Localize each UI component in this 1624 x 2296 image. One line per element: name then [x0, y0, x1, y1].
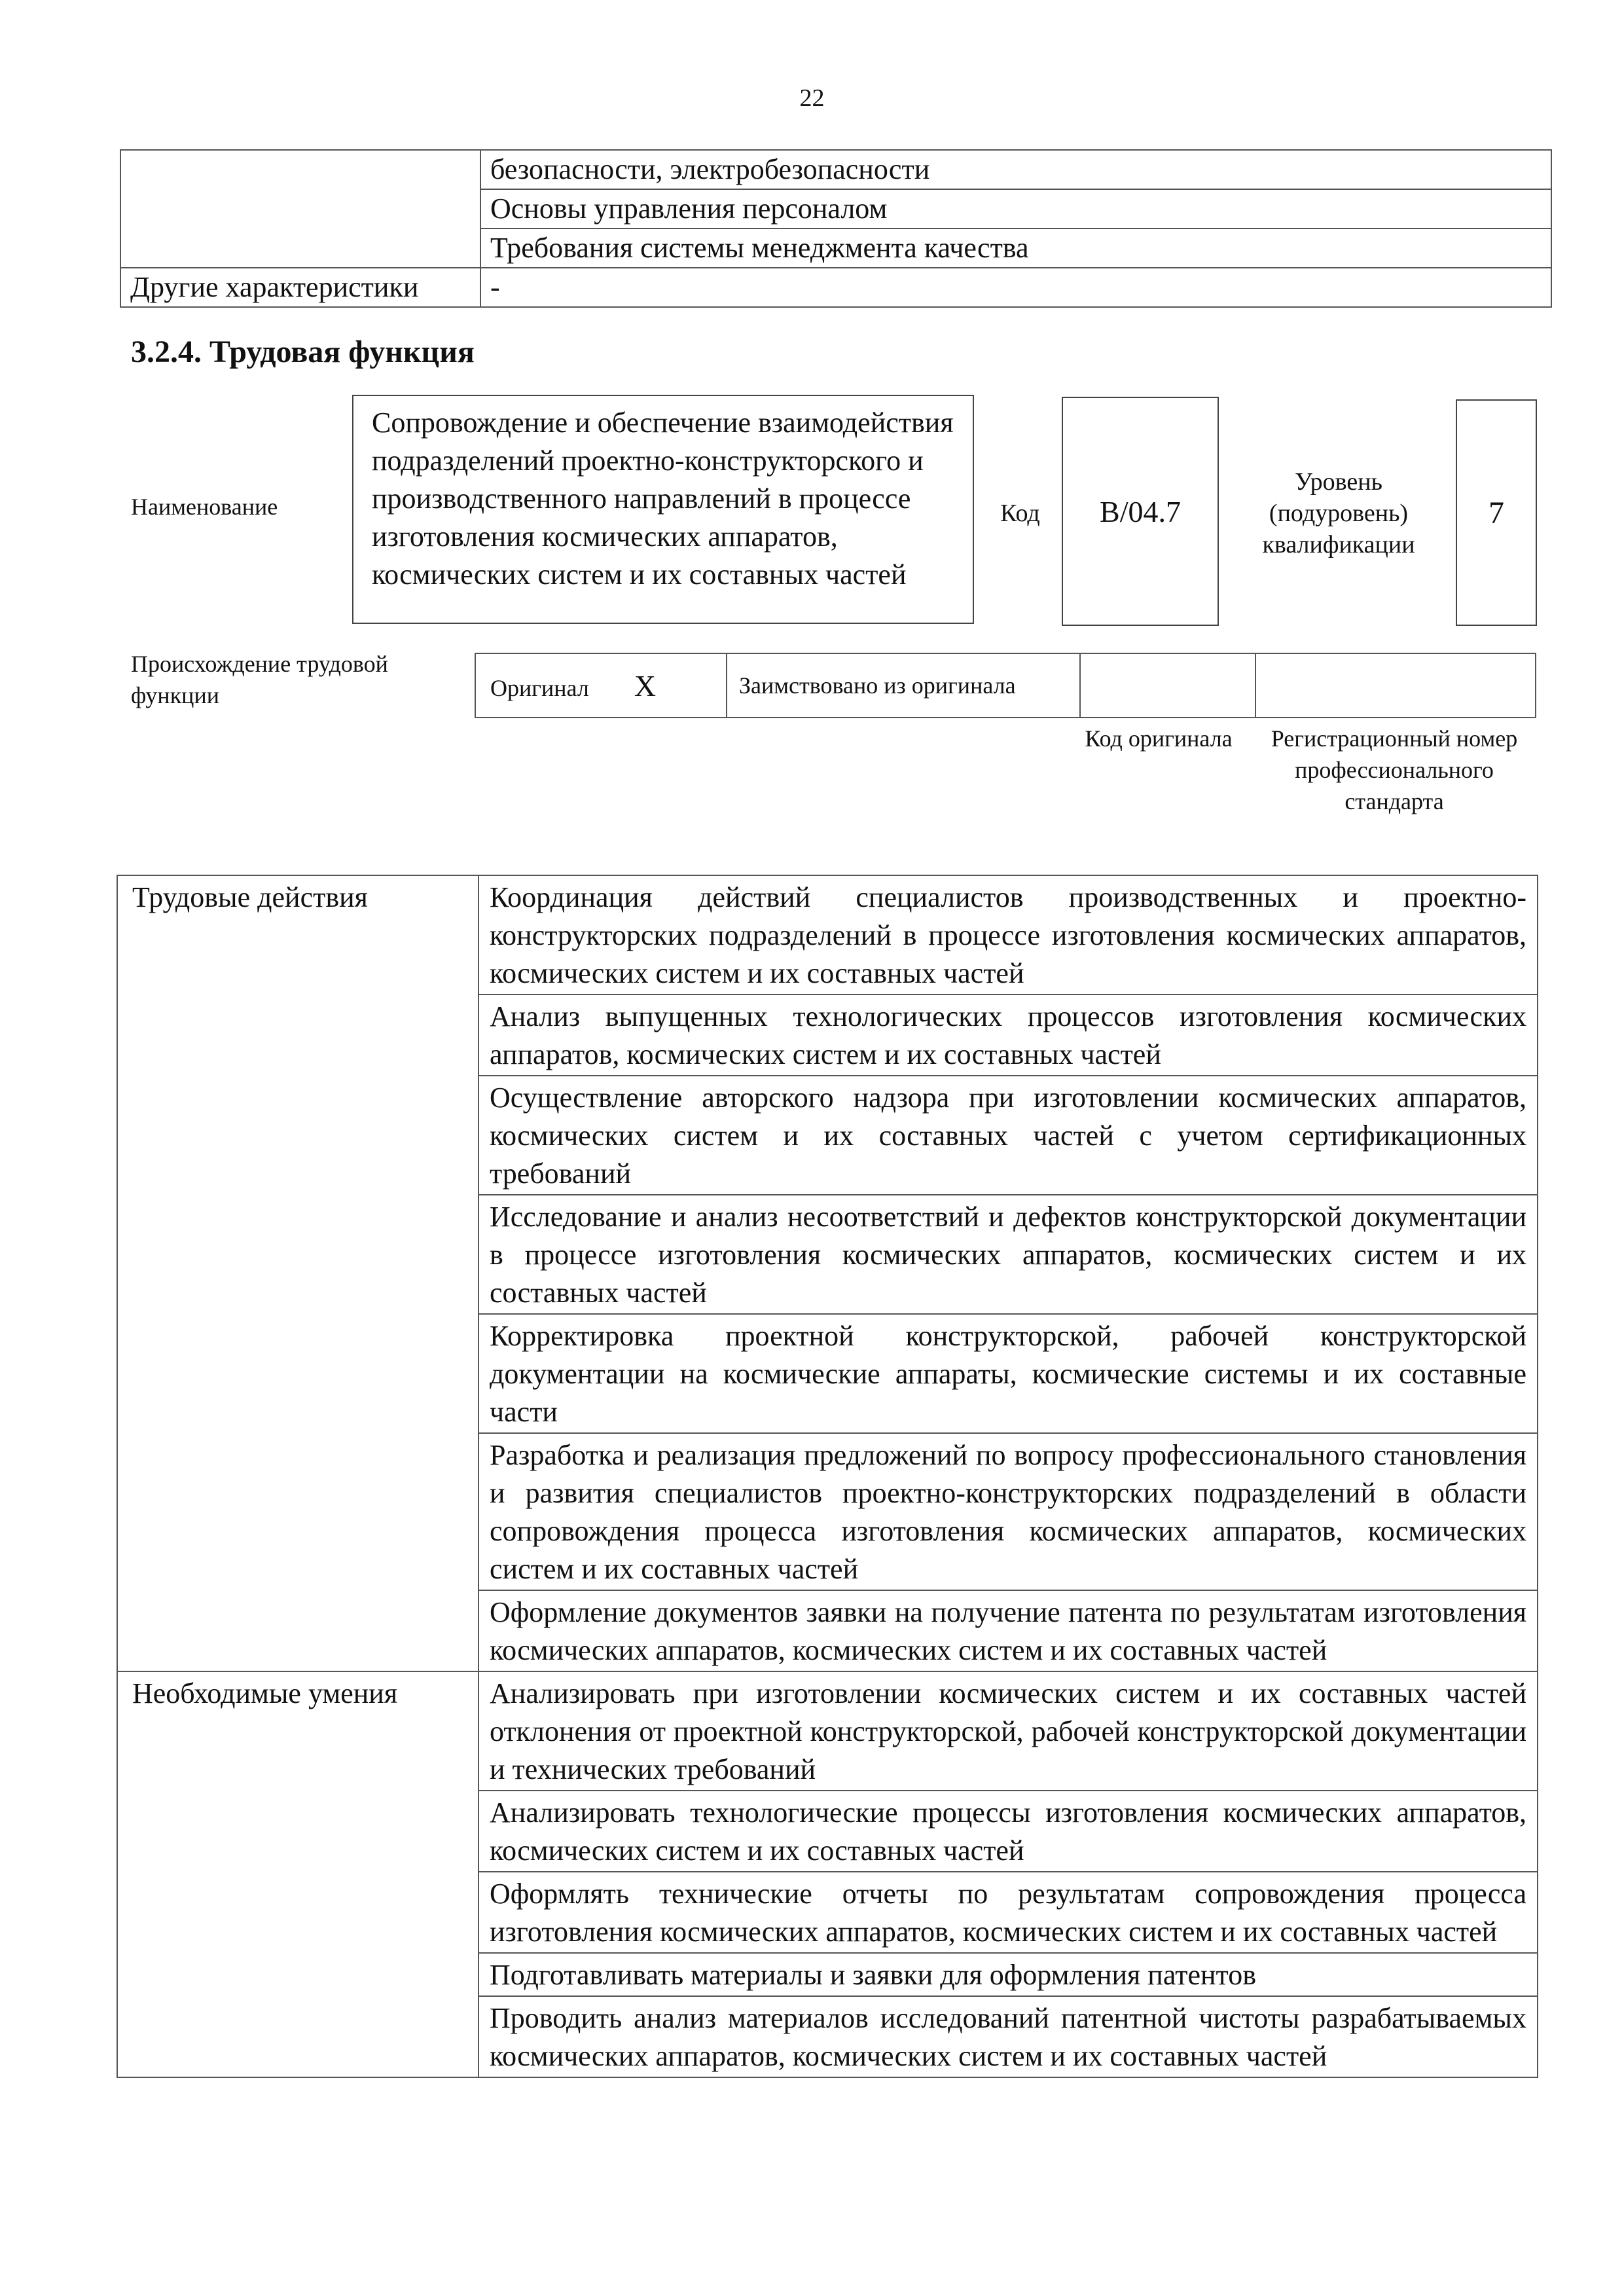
original-code-caption: Код оригинала — [1085, 725, 1233, 752]
knowledge-item: безопасности, электробезопасности — [480, 150, 1551, 189]
skill-item: Анализировать технологические процессы изготовления космических аппаратов, космических систем и их составных частей — [478, 1791, 1538, 1872]
origin-table — [475, 653, 1536, 718]
page-number: 22 — [799, 84, 825, 112]
table-row — [117, 1872, 1538, 1953]
skills-label: Необходимые умения — [117, 1671, 478, 1791]
original-label: Оригинал — [490, 674, 589, 701]
skill-item: Проводить анализ материалов исследований патентной чистоты разрабатываемых космических аппаратов, космических систем и их составных частей — [478, 1996, 1538, 2077]
table-row — [120, 228, 1551, 268]
table-row — [117, 1590, 1538, 1671]
code-value-box — [1062, 397, 1219, 626]
actions-label: Трудовые действия — [117, 875, 478, 994]
qualification-level-label: Уровень (подуровень) квалификации — [1262, 468, 1415, 558]
table-row — [117, 1996, 1538, 2077]
empty-label-cell — [117, 994, 478, 1076]
table-row — [120, 150, 1551, 189]
empty-label-cell — [120, 150, 480, 189]
empty-label-cell — [117, 1195, 478, 1314]
code-value: B/04.7 — [1100, 494, 1181, 528]
table-row — [117, 1433, 1538, 1590]
knowledge-item: Требования системы менеджмента качества — [480, 228, 1551, 268]
code-label: Код — [1000, 500, 1040, 527]
qualification-level-value: 7 — [1489, 495, 1504, 530]
original-cell — [475, 653, 727, 718]
table-row — [475, 653, 1536, 718]
action-item: Осуществление авторского надзора при изготовлении космических аппаратов, космических систем и их составных частей с учетом сертификационных требований — [478, 1076, 1538, 1195]
registration-number-cell — [1255, 653, 1536, 718]
skill-item: Анализировать при изготовлении космических систем и их составных частей отклонения от проектной конструкторской, рабочей конструкторской документации и технических требований — [478, 1671, 1538, 1791]
action-item: Анализ выпущенных технологических процессов изготовления космических аппаратов, космических систем и их составных частей — [478, 994, 1538, 1076]
empty-label-cell — [120, 189, 480, 228]
empty-label-cell — [117, 1314, 478, 1433]
empty-label-cell — [117, 1590, 478, 1671]
qualification-level-box — [1456, 399, 1537, 626]
original-mark: X — [634, 668, 657, 702]
action-item: Оформление документов заявки на получение патента по результатам изготовления космических аппаратов, космических систем и их составных частей — [478, 1590, 1538, 1671]
action-item: Корректировка проектной конструкторской, рабочей конструкторской документации на космические аппараты, космические системы и их составные части — [478, 1314, 1538, 1433]
table-row — [117, 994, 1538, 1076]
empty-label-cell — [117, 1076, 478, 1195]
table-row — [117, 875, 1538, 994]
empty-label-cell — [117, 1996, 478, 2077]
function-name-box: Сопровождение и обеспечение взаимодействия подразделений проектно-конструкторского и производственного направлений в процессе изготовления космических аппаратов, космических систем и их составных частей — [352, 395, 974, 624]
borrowed-cell: Заимствовано из оригинала — [727, 653, 1080, 718]
table-row — [117, 1953, 1538, 1996]
table-row — [117, 1791, 1538, 1872]
empty-label-cell — [117, 1433, 478, 1590]
name-label: Наименование — [131, 494, 278, 520]
table-row — [120, 268, 1551, 307]
function-details-table — [117, 875, 1538, 2078]
other-characteristics-label: Другие характеристики — [120, 268, 480, 307]
other-characteristics-value: - — [480, 268, 1551, 307]
empty-label-cell — [117, 1953, 478, 1996]
action-item: Разработка и реализация предложений по вопросу профессионального становления и развития специалистов проектно-конструкторских подразделений в области сопровождения процесса изготовления космических аппаратов, космических систем и их составных частей — [478, 1433, 1538, 1590]
table-row — [117, 1314, 1538, 1433]
knowledge-item: Основы управления персоналом — [480, 189, 1551, 228]
registration-number-caption: Регистрационный номер профессионального стандарта — [1271, 725, 1518, 814]
table-row — [117, 1671, 1538, 1791]
table-row — [117, 1195, 1538, 1314]
original-code-cell — [1080, 653, 1255, 718]
table-row — [120, 189, 1551, 228]
action-item: Координация действий специалистов производственных и проектно-конструкторских подразделений в процессе изготовления космических аппаратов, космических систем и их составных частей — [478, 875, 1538, 994]
skill-item: Оформлять технические отчеты по результатам сопровождения процесса изготовления космических аппаратов, космических систем и их составных частей — [478, 1872, 1538, 1953]
continuation-table — [120, 149, 1552, 308]
action-item: Исследование и анализ несоответствий и дефектов конструкторской документации в процессе изготовления космических аппаратов, космических систем и их составных частей — [478, 1195, 1538, 1314]
origin-label: Происхождение трудовой функции — [131, 651, 388, 708]
empty-label-cell — [120, 228, 480, 268]
section-title: 3.2.4. Трудовая функция — [131, 335, 475, 369]
table-row — [117, 1076, 1538, 1195]
skill-item: Подготавливать материалы и заявки для оформления патентов — [478, 1953, 1538, 1996]
empty-label-cell — [117, 1872, 478, 1953]
empty-label-cell — [117, 1791, 478, 1872]
